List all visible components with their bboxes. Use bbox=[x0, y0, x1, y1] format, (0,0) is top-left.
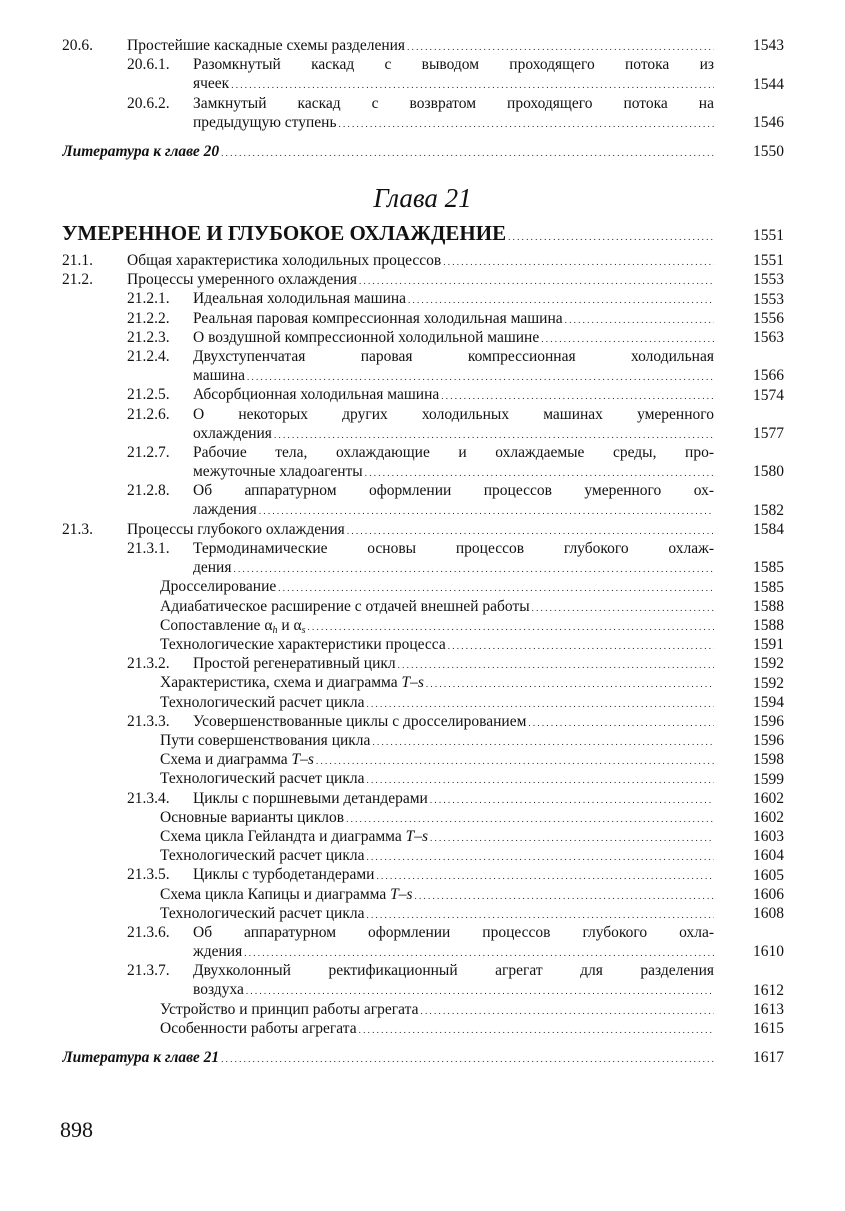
entry-title: воздуха bbox=[193, 981, 244, 999]
entry-title: Технологические характеристики процесса bbox=[160, 636, 446, 653]
toc-entry bbox=[62, 827, 784, 846]
entry-number: 21.2. bbox=[62, 271, 93, 289]
entry-number: 21.3. bbox=[62, 520, 93, 538]
entry-title: Идеальная холодильная машина bbox=[193, 290, 407, 308]
entry-title-line: Об аппаратурном оформлении процессов умеренного ох- bbox=[193, 482, 714, 500]
page-ref: 1591 bbox=[753, 636, 784, 654]
page-ref: 1612 bbox=[753, 981, 784, 999]
entry-title-line: Разомкнутый каскад с выводом проходящего потока из bbox=[193, 56, 714, 74]
dot-leader bbox=[372, 731, 714, 752]
entry-title-line bbox=[193, 789, 714, 810]
toc-entry bbox=[62, 36, 784, 55]
page-ref: 1615 bbox=[753, 1020, 784, 1038]
toc-entry bbox=[62, 673, 784, 692]
dot-leader bbox=[347, 520, 714, 541]
entry-title-line bbox=[193, 289, 714, 310]
entry-title-line bbox=[127, 270, 714, 291]
entry-title-line bbox=[193, 462, 714, 483]
entry-number: 21.3.3. bbox=[127, 712, 170, 730]
toc-entry bbox=[62, 654, 784, 673]
toc-entry bbox=[62, 328, 784, 347]
page-ref: 1544 bbox=[753, 75, 784, 93]
dot-leader bbox=[528, 712, 714, 733]
entry-title-line bbox=[193, 712, 714, 733]
entry-title: Общая характеристика холодильных процессов bbox=[127, 252, 442, 269]
entry-title: Основные варианты циклов bbox=[160, 808, 345, 826]
entry-title-line bbox=[160, 769, 714, 790]
dot-leader bbox=[359, 1019, 714, 1040]
dot-leader bbox=[565, 309, 714, 330]
entry-title-line bbox=[160, 635, 714, 656]
entry-title-line bbox=[160, 904, 714, 925]
toc-entry bbox=[62, 865, 784, 884]
page-ref: 1604 bbox=[753, 847, 784, 865]
dot-leader bbox=[420, 1000, 714, 1021]
dot-leader bbox=[430, 827, 714, 848]
entry-title-line bbox=[160, 750, 714, 771]
entry-title-line: Рабочие тела, охлаждающие и охлаждаемые среды, про- bbox=[193, 444, 714, 461]
entry-title: Простейшие каскадные схемы разделения bbox=[127, 37, 406, 54]
page-ref: 1584 bbox=[753, 520, 784, 538]
page-ref: 1563 bbox=[753, 328, 784, 346]
dot-leader bbox=[278, 577, 714, 598]
entry-title-line bbox=[160, 846, 714, 867]
toc-entry bbox=[62, 904, 784, 923]
dot-leader bbox=[408, 289, 714, 310]
entry-title-line bbox=[127, 520, 714, 541]
entry-title-line bbox=[193, 424, 714, 445]
toc-entry bbox=[62, 885, 784, 904]
entry-title: Характеристика, схема и диаграмма T–s bbox=[160, 674, 424, 692]
entry-number: 21.1. bbox=[62, 252, 93, 269]
dot-leader bbox=[541, 328, 714, 349]
entry-title-line bbox=[193, 980, 714, 1001]
page-ref: 1577 bbox=[753, 424, 784, 442]
entry-number: 20.6.2. bbox=[127, 94, 170, 112]
entry-title-line: О некоторых других холодильных машинах умеренного bbox=[193, 405, 714, 423]
entry-title-line bbox=[193, 366, 714, 387]
entry-title-line: Двухступенчатая паровая компрессионная холодильная bbox=[193, 348, 714, 365]
entry-title: межуточные хладоагенты bbox=[193, 463, 363, 480]
toc-entry bbox=[62, 309, 784, 328]
dot-leader bbox=[443, 251, 714, 272]
page-ref: 1580 bbox=[753, 463, 784, 481]
page-ref: 1594 bbox=[753, 693, 784, 711]
toc-entry bbox=[62, 789, 784, 808]
entry-number: 21.3.4. bbox=[127, 789, 170, 807]
toc-entry bbox=[62, 923, 784, 961]
page-ref: 1613 bbox=[753, 1000, 784, 1018]
page-ref: 1553 bbox=[753, 271, 784, 289]
toc-entry bbox=[62, 520, 784, 539]
page-ref: 1556 bbox=[753, 309, 784, 327]
entry-title: Схема цикла Капицы и диаграмма T–s bbox=[160, 885, 413, 903]
literature-chapter-21 bbox=[62, 1048, 784, 1067]
page-ref: 1546 bbox=[753, 113, 784, 131]
entry-title: Циклы с турбодетандерами bbox=[193, 866, 375, 884]
entry-title: Технологический расчет цикла bbox=[160, 847, 365, 865]
toc-entry bbox=[62, 481, 784, 519]
entry-title-line bbox=[160, 577, 714, 598]
toc-entry bbox=[62, 270, 784, 289]
dot-leader bbox=[346, 808, 714, 829]
page-ref: 1608 bbox=[753, 904, 784, 922]
entry-title: Усовершенствованные циклы с дросселированием bbox=[193, 712, 527, 730]
page-ref: 1602 bbox=[753, 808, 784, 826]
entry-title-line bbox=[160, 673, 714, 694]
page-ref: 1596 bbox=[753, 732, 784, 750]
toc-entry bbox=[62, 577, 784, 596]
toc-entry bbox=[62, 846, 784, 865]
entry-number: 21.2.7. bbox=[127, 444, 170, 461]
dot-leader bbox=[365, 462, 714, 483]
toc-entry bbox=[62, 1000, 784, 1019]
toc-entry bbox=[62, 712, 784, 731]
page-ref: 1588 bbox=[753, 616, 784, 634]
toc-entry bbox=[62, 616, 784, 635]
entry-title-line bbox=[160, 827, 714, 848]
page-ref: 1574 bbox=[753, 386, 784, 404]
entry-title-line bbox=[160, 1000, 714, 1021]
entry-title: Процессы умеренного охлаждения bbox=[127, 271, 358, 289]
entry-title: ждения bbox=[193, 943, 243, 960]
entry-title-line bbox=[160, 885, 714, 906]
dot-leader bbox=[246, 980, 714, 1001]
entry-title: Абсорбционная холодильная машина bbox=[193, 386, 440, 404]
dot-leader bbox=[244, 942, 714, 963]
page-ref: 1550 bbox=[753, 143, 784, 160]
toc-entry bbox=[62, 443, 784, 481]
dot-leader bbox=[426, 673, 714, 694]
page-ref: 1617 bbox=[753, 1049, 784, 1066]
entry-title: Особенности работы агрегата bbox=[160, 1020, 357, 1037]
entry-title-line bbox=[160, 808, 714, 829]
entry-title: Технологический расчет цикла bbox=[160, 770, 365, 788]
entry-title-line bbox=[193, 942, 714, 963]
dot-leader bbox=[366, 769, 714, 790]
page-ref: 1599 bbox=[753, 770, 784, 788]
dot-leader bbox=[359, 270, 714, 291]
page-ref: 1610 bbox=[753, 943, 784, 961]
entry-title: машина bbox=[193, 367, 245, 384]
entry-number: 21.2.1. bbox=[127, 290, 170, 308]
entry-title-line: Двухколонный ректификационный агрегат для разделения bbox=[193, 962, 714, 980]
entry-title-line: Термодинамические основы процессов глубокого охлаж- bbox=[193, 540, 714, 557]
page-ref: 1602 bbox=[753, 789, 784, 807]
chapter-title: Глава 21 bbox=[373, 183, 472, 213]
entry-title: Сопоставление $\alpha_h$ и $\alpha_s$ bbox=[160, 616, 306, 636]
toc-entry bbox=[62, 251, 784, 270]
literature-label: Литература к главе 20 bbox=[62, 143, 220, 160]
entry-number: 20.6.1. bbox=[127, 56, 170, 74]
dot-leader bbox=[247, 366, 714, 387]
dot-leader bbox=[398, 654, 714, 675]
toc-entry bbox=[62, 94, 784, 132]
dot-leader bbox=[407, 36, 714, 57]
page-ref: 1566 bbox=[753, 367, 784, 385]
page-ref: 1553 bbox=[753, 290, 784, 308]
dot-leader bbox=[339, 113, 714, 134]
dot-leader bbox=[366, 693, 714, 714]
toc-entry bbox=[62, 808, 784, 827]
dot-leader bbox=[259, 500, 714, 521]
entry-title-line: Об аппаратурном оформлении процессов глубокого охла- bbox=[193, 924, 714, 941]
entry-title: Циклы с поршневыми детандерами bbox=[193, 789, 428, 807]
dot-leader bbox=[231, 74, 714, 95]
page-ref: 1606 bbox=[753, 885, 784, 903]
entry-title-line bbox=[193, 309, 714, 330]
dot-leader bbox=[441, 385, 714, 406]
toc-entry bbox=[62, 385, 784, 404]
entry-number: 21.2.3. bbox=[127, 328, 170, 346]
entry-title-line bbox=[160, 731, 714, 752]
toc-entry bbox=[62, 750, 784, 769]
dot-leader bbox=[448, 635, 714, 656]
entry-title: предыдущую ступень bbox=[193, 113, 337, 131]
entry-number: 21.2.8. bbox=[127, 482, 170, 500]
toc-entry bbox=[62, 635, 784, 654]
entry-title: Схема и диаграмма T–s bbox=[160, 751, 314, 769]
chapter-heading bbox=[62, 218, 784, 248]
page-ref: 1592 bbox=[753, 674, 784, 692]
dot-leader bbox=[366, 904, 714, 925]
entry-number: 21.2.5. bbox=[127, 386, 170, 404]
dot-leader bbox=[430, 789, 714, 810]
entry-number: 21.3.2. bbox=[127, 655, 170, 673]
chapter-heading-page: 1551 bbox=[753, 227, 784, 244]
entry-number: 21.2.6. bbox=[127, 405, 170, 423]
dot-leader bbox=[532, 597, 714, 618]
entry-title: Схема цикла Гейландта и диаграмма T–s bbox=[160, 828, 429, 845]
entry-title-line bbox=[127, 251, 714, 272]
page-ref: 1596 bbox=[753, 712, 784, 730]
entry-title: Адиабатическое расширение с отдачей внешней работы bbox=[160, 597, 530, 615]
dot-leader bbox=[274, 424, 714, 445]
dot-leader bbox=[316, 750, 714, 771]
entry-title-line bbox=[160, 1019, 714, 1040]
entry-title-line bbox=[193, 865, 714, 886]
toc-entry bbox=[62, 55, 784, 93]
dot-leader bbox=[366, 846, 714, 867]
toc-entry bbox=[62, 1019, 784, 1038]
entry-title-line bbox=[193, 113, 714, 134]
page-ref: 1551 bbox=[753, 252, 784, 270]
toc-entry bbox=[62, 347, 784, 385]
dot-leader bbox=[376, 865, 714, 886]
entry-title: Технологический расчет цикла bbox=[160, 693, 365, 711]
entry-title: Простой регенеративный цикл bbox=[193, 655, 396, 673]
entry-title: Процессы глубокого охлаждения bbox=[127, 520, 345, 538]
page-ref: 1598 bbox=[753, 751, 784, 769]
entry-title-line bbox=[193, 74, 714, 95]
toc-entry bbox=[62, 731, 784, 750]
page-ref: 1588 bbox=[753, 597, 784, 615]
page-number: 898 bbox=[60, 1117, 93, 1142]
entry-title-line bbox=[127, 36, 714, 57]
entry-title: О воздушной компрессионной холодильной машине bbox=[193, 328, 540, 346]
literature-chapter-20 bbox=[62, 142, 784, 161]
dot-leader bbox=[234, 558, 715, 579]
entry-title-line bbox=[193, 654, 714, 675]
page-ref: 1605 bbox=[753, 866, 784, 884]
toc-entry bbox=[62, 693, 784, 712]
entry-number: 21.3.1. bbox=[127, 540, 170, 557]
entry-title-line bbox=[193, 558, 714, 579]
page-ref: 1592 bbox=[753, 655, 784, 673]
entry-title: Устройство и принцип работы агрегата bbox=[160, 1000, 419, 1018]
chapter-heading-text: УМЕРЕННОЕ И ГЛУБОКОЕ ОХЛАЖДЕНИЕ bbox=[62, 221, 507, 245]
entry-title: ячеек bbox=[193, 75, 230, 93]
entry-title: Технологический расчет цикла bbox=[160, 904, 365, 922]
entry-title-line bbox=[160, 693, 714, 714]
entry-number: 21.2.2. bbox=[127, 309, 170, 327]
entry-title: Пути совершенствования цикла bbox=[160, 732, 371, 749]
entry-title: дения bbox=[193, 559, 232, 576]
toc-entry bbox=[62, 405, 784, 443]
entry-title: охлаждения bbox=[193, 424, 272, 442]
entry-title-line bbox=[193, 500, 714, 521]
entry-number: 21.3.7. bbox=[127, 962, 170, 980]
entry-title: лаждения bbox=[193, 501, 257, 519]
dot-leader bbox=[415, 885, 714, 906]
page-ref: 1582 bbox=[753, 501, 784, 519]
entry-title-line bbox=[160, 597, 714, 618]
toc-entry bbox=[62, 289, 784, 308]
entry-title-line bbox=[193, 385, 714, 406]
entry-title-line bbox=[193, 328, 714, 349]
page-ref: 1603 bbox=[753, 828, 784, 846]
dot-leader bbox=[308, 616, 714, 637]
entry-title-line: Замкнутый каскад с возвратом проходящего потока на bbox=[193, 94, 714, 112]
entry-number: 21.3.5. bbox=[127, 866, 170, 884]
toc-entry bbox=[62, 597, 784, 616]
entry-number: 21.2.4. bbox=[127, 348, 170, 365]
page-ref: 1585 bbox=[753, 578, 784, 596]
toc-entry bbox=[62, 539, 784, 577]
entry-title: Дросселирование bbox=[160, 578, 277, 596]
entry-number: 21.3.6. bbox=[127, 924, 170, 941]
entry-title: Реальная паровая компрессионная холодильная машина bbox=[193, 309, 563, 327]
entry-number: 20.6. bbox=[62, 37, 93, 54]
toc-entry bbox=[62, 961, 784, 999]
page-ref: 1585 bbox=[753, 559, 784, 577]
page-ref: 1543 bbox=[753, 37, 784, 55]
toc-entry bbox=[62, 769, 784, 788]
literature-label: Литература к главе 21 bbox=[62, 1049, 220, 1066]
